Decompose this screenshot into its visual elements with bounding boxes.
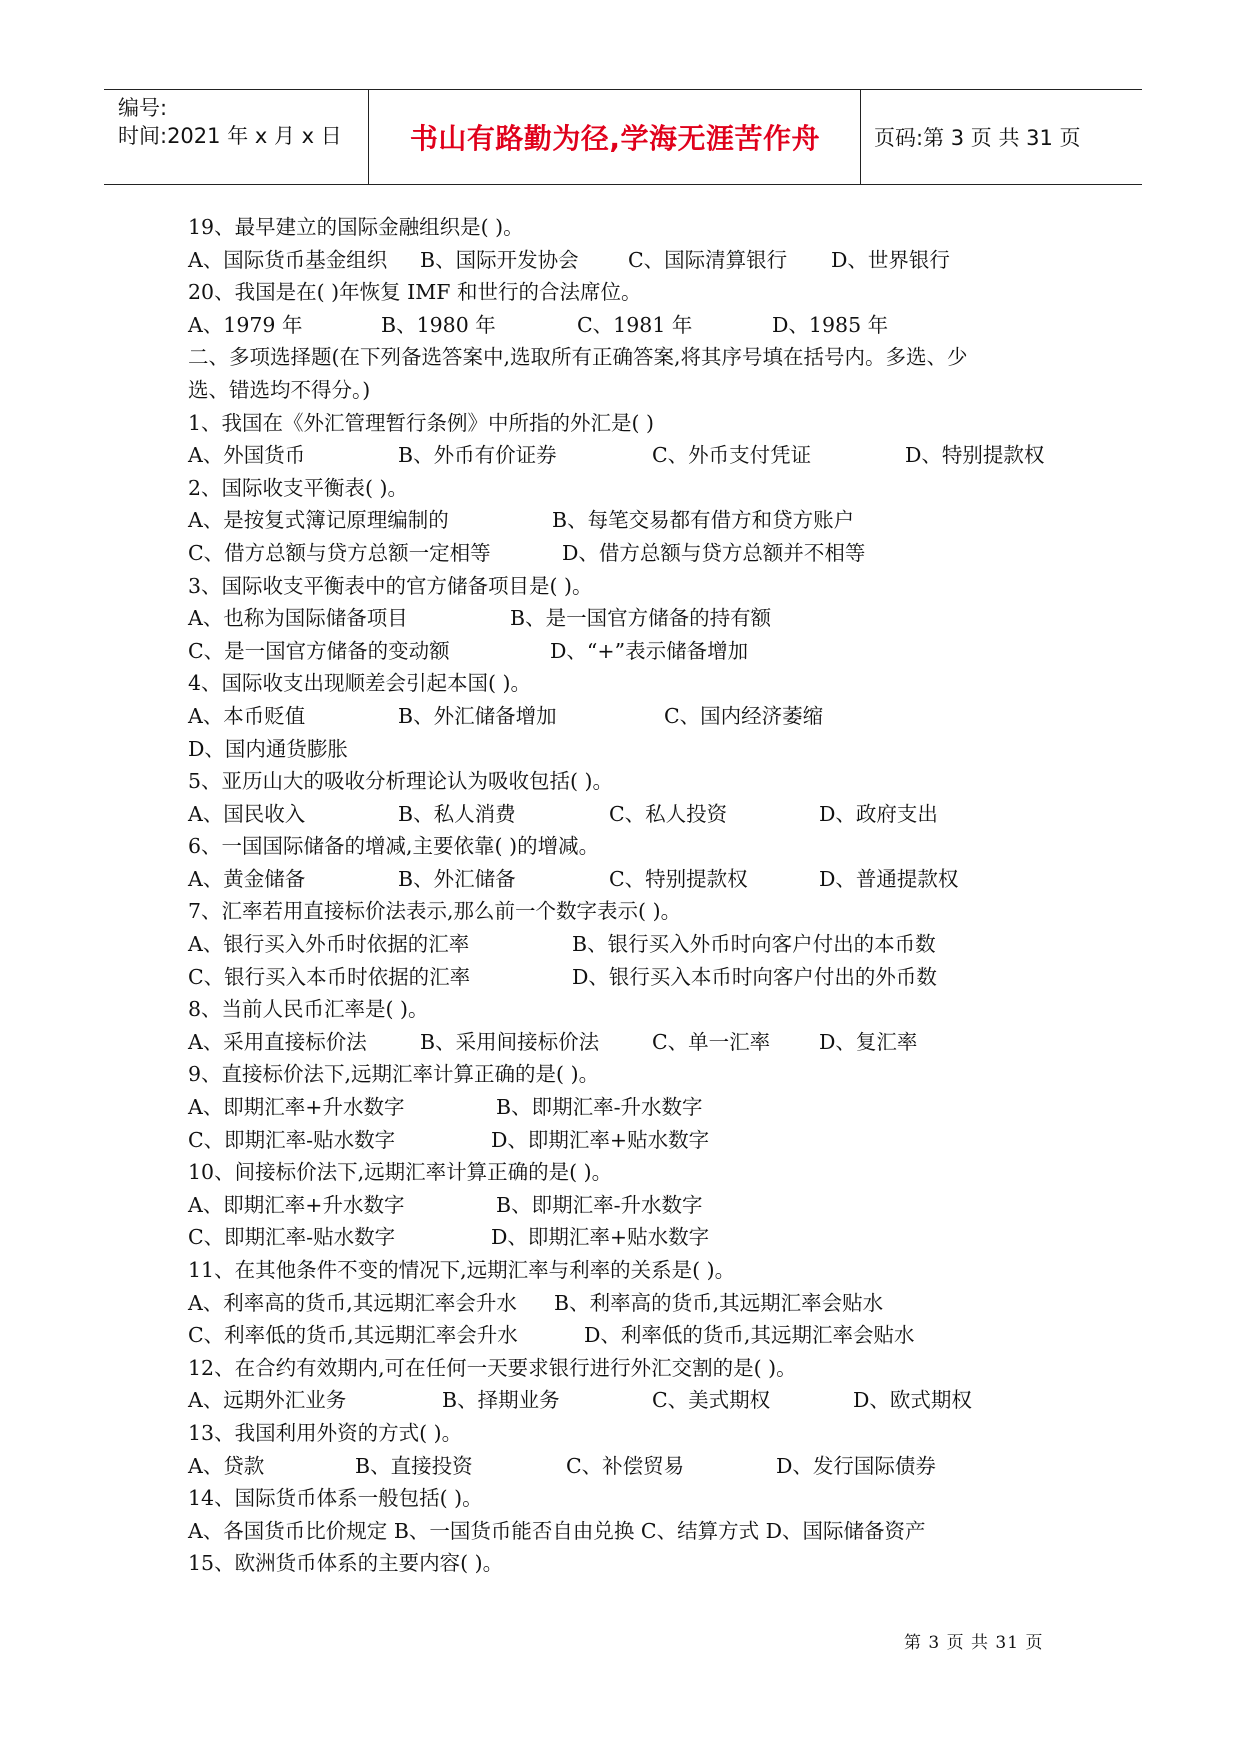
- answer-option: A、1979 年: [188, 312, 303, 337]
- answer-option: A、也称为国际储备项目: [188, 606, 408, 631]
- answer-option: A、即期汇率+升水数字: [188, 1095, 405, 1120]
- answer-options: [188, 1319, 1088, 1352]
- answer-option: C、外币支付凭证: [652, 443, 812, 468]
- answer-option: C、银行买入本币时依据的汇率: [188, 964, 471, 989]
- question-text: A、各国货币比价规定 B、一国货币能否自由兑换 C、结算方式 D、国际储备资产: [188, 1518, 926, 1543]
- answer-option: C、国际清算银行: [628, 247, 788, 272]
- answer-option: D、普通提款权: [819, 866, 959, 891]
- question-text: D、国内通货膨胀: [188, 736, 348, 761]
- document-number-label: 编号:: [118, 96, 168, 120]
- question-text: 10、间接标价法下,远期汇率计算正确的是( )。: [188, 1160, 613, 1185]
- question-text: 6、一国国际储备的增减,主要依靠( )的增减。: [188, 834, 600, 859]
- answer-option: A、国民收入: [188, 801, 306, 826]
- answer-option: D、政府支出: [819, 801, 938, 826]
- question-text: 20、我国是在( )年恢复 IMF 和世行的合法席位。: [188, 280, 642, 305]
- header-page-number: 页码:第 3 页 共 31 页: [874, 126, 1081, 150]
- answer-options: [188, 439, 1088, 472]
- header-motto: 书山有路勤为径,学海无涯苦作舟: [409, 122, 821, 155]
- answer-option: C、借方总额与贷方总额一定相等: [188, 540, 491, 565]
- question-text: 15、欧洲货币体系的主要内容( )。: [188, 1551, 504, 1576]
- answer-option: C、利率低的货币,其远期汇率会升水: [188, 1323, 518, 1348]
- question-text: 二、多项选择题(在下列备选答案中,选取所有正确答案,将其序号填在括号内。多选、少: [188, 345, 968, 370]
- answer-option: D、利率低的货币,其远期汇率会贴水: [584, 1323, 915, 1348]
- answer-option: A、国际货币基金组织: [188, 247, 388, 272]
- answer-option: B、是一国官方储备的持有额: [510, 606, 772, 631]
- answer-option: C、是一国官方储备的变动额: [188, 638, 450, 663]
- answer-option: C、1981 年: [577, 312, 693, 337]
- answer-option: B、利率高的货币,其远期汇率会贴水: [554, 1290, 884, 1315]
- answer-option: A、采用直接标价法: [188, 1029, 367, 1054]
- answer-option: D、借方总额与贷方总额并不相等: [562, 540, 866, 565]
- answer-option: A、贷款: [188, 1453, 265, 1478]
- header-divider: [860, 90, 861, 184]
- answer-options: [188, 798, 1088, 831]
- answer-options: [188, 635, 1088, 668]
- answer-options: [188, 1450, 1088, 1483]
- answer-option: B、采用间接标价法: [420, 1029, 600, 1054]
- document-time-label: 时间:2021 年 x 月 x 日: [118, 124, 342, 148]
- answer-option: B、即期汇率-升水数字: [496, 1095, 703, 1120]
- question-text: 选、错选均不得分。): [188, 377, 371, 402]
- question-text: 8、当前人民币汇率是( )。: [188, 997, 429, 1022]
- question-text: 7、汇率若用直接标价法表示,那么前一个数字表示( )。: [188, 899, 682, 924]
- question-text: 5、亚历山大的吸收分析理论认为吸收包括( )。: [188, 769, 614, 794]
- answer-options: [188, 309, 1088, 342]
- question-text: 19、最早建立的国际金融组织是( )。: [188, 215, 524, 239]
- answer-options: [188, 504, 1088, 537]
- answer-options: [188, 602, 1088, 635]
- answer-option: D、特别提款权: [905, 443, 1045, 468]
- answer-option: D、发行国际债券: [776, 1453, 936, 1478]
- answer-option: B、国际开发协会: [420, 247, 579, 272]
- answer-options: [188, 1384, 1088, 1417]
- page-header: [104, 89, 1142, 185]
- answer-option: B、即期汇率-升水数字: [496, 1192, 703, 1217]
- header-divider: [368, 90, 369, 184]
- answer-option: D、即期汇率+贴水数字: [491, 1225, 710, 1250]
- question-list: [188, 211, 1088, 1580]
- question-text: 4、国际收支出现顺差会引起本国( )。: [188, 671, 532, 696]
- page-footer: 第 3 页 共 31 页: [904, 1633, 1044, 1653]
- answer-option: B、择期业务: [442, 1388, 560, 1413]
- answer-option: A、黄金储备: [188, 866, 306, 891]
- answer-option: D、银行买入本币时向客户付出的外币数: [572, 964, 937, 989]
- answer-option: C、单一汇率: [652, 1029, 771, 1054]
- answer-options: [188, 1091, 1088, 1124]
- answer-option: B、直接投资: [355, 1453, 473, 1478]
- answer-option: C、私人投资: [609, 801, 728, 826]
- question-text: 2、国际收支平衡表( )。: [188, 475, 409, 500]
- answer-options: [188, 700, 1088, 733]
- answer-option: B、外汇储备增加: [398, 703, 557, 728]
- question-text: 3、国际收支平衡表中的官方储备项目是( )。: [188, 573, 593, 598]
- answer-options: [188, 1221, 1088, 1254]
- answer-option: D、“+”表示储备增加: [550, 638, 749, 663]
- answer-option: C、美式期权: [652, 1388, 771, 1413]
- question-text: 14、国际货币体系一般包括( )。: [188, 1486, 483, 1511]
- answer-options: [188, 1287, 1088, 1320]
- answer-options: [188, 1124, 1088, 1157]
- question-text: 12、在合约有效期内,可在任何一天要求银行进行外汇交割的是( )。: [188, 1355, 797, 1380]
- answer-option: C、补偿贸易: [566, 1453, 685, 1478]
- answer-option: B、私人消费: [398, 801, 516, 826]
- answer-option: D、即期汇率+贴水数字: [491, 1127, 710, 1152]
- answer-option: C、特别提款权: [609, 866, 748, 891]
- answer-options: [188, 928, 1088, 961]
- answer-options: [188, 537, 1088, 570]
- answer-option: A、外国货币: [188, 443, 306, 468]
- answer-option: C、国内经济萎缩: [664, 703, 824, 728]
- question-text: 13、我国利用外资的方式( )。: [188, 1420, 463, 1445]
- answer-option: A、即期汇率+升水数字: [188, 1192, 405, 1217]
- answer-option: A、本币贬值: [188, 703, 306, 728]
- answer-option: B、1980 年: [381, 312, 496, 337]
- answer-option: C、即期汇率-贴水数字: [188, 1127, 396, 1152]
- answer-options: [188, 244, 1088, 277]
- answer-option: B、外汇储备: [398, 866, 516, 891]
- answer-option: A、远期外汇业务: [188, 1388, 347, 1413]
- answer-options: [188, 1026, 1088, 1059]
- answer-option: B、外币有价证券: [398, 443, 557, 468]
- answer-option: C、即期汇率-贴水数字: [188, 1225, 396, 1250]
- question-text: 1、我国在《外汇管理暂行条例》中所指的外汇是( ): [188, 410, 655, 435]
- answer-option: D、欧式期权: [853, 1388, 972, 1413]
- answer-option: A、利率高的货币,其远期汇率会升水: [188, 1290, 517, 1315]
- answer-option: B、银行买入外币时向客户付出的本币数: [572, 932, 936, 957]
- answer-option: D、1985 年: [772, 312, 889, 337]
- question-text: 11、在其他条件不变的情况下,远期汇率与利率的关系是( )。: [188, 1258, 736, 1282]
- answer-option: D、世界银行: [831, 247, 950, 272]
- question-text: 9、直接标价法下,远期汇率计算正确的是( )。: [188, 1062, 600, 1087]
- header-meta: [118, 94, 358, 150]
- answer-options: [188, 961, 1088, 994]
- answer-options: [188, 1189, 1088, 1222]
- answer-option: A、是按复式簿记原理编制的: [188, 508, 449, 533]
- answer-option: B、每笔交易都有借方和贷方账户: [552, 508, 855, 533]
- answer-option: D、复汇率: [819, 1029, 918, 1054]
- answer-options: [188, 863, 1088, 896]
- answer-option: A、银行买入外币时依据的汇率: [188, 932, 470, 957]
